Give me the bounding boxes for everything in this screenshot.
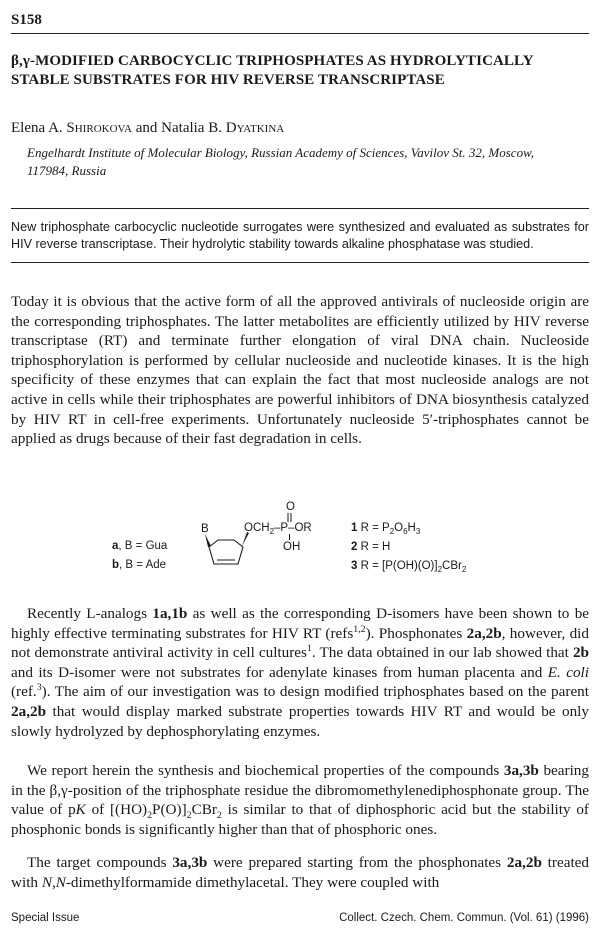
paragraph-2: Recently L-analogs 1a,1b as well as the corresponding D-isomers have been shown to be highly effective terminating substrates for HIV RT (refs$^{1,2}$). Phosphonates 2a,2b, however, did not demonstrate antiviral activity in cell cultures$^1$. The data obtained in our lab showed that 2b and its D-isomer were not substrates for adenylate kinases from human placenta and E. coli (ref.$^3$). The aim of our investigation was to design modified triphosphates based on the parent 2a,2b that would display marked substrate properties towards HIV RT and would be only slowly hydrolyzed by dephosphorylating enzymes.	[11, 605, 590, 740]
title-line-1: β,γ-MODIFIED CARBOCYCLIC TRIPHOSPHATES AS HYDROLYTICALLY	[11, 53, 534, 69]
atom-b: B	[201, 523, 209, 535]
group-oh: OH	[283, 541, 301, 553]
footer-right: Collect. Czech. Chem. Commun. (Vol. 61) (1996)	[339, 912, 589, 924]
group-och2-p-or: $OCH_2-P-OR$	[244, 522, 312, 536]
abstract: New triphosphate carbocyclic nucleotide surrogates were synthesized and evaluated as substrates for HIV reverse transcriptase. Their hydrolytic stability towards alkaline phosphatase was studied.	[11, 220, 589, 251]
scheme-label-b: b, B = Ade	[112, 559, 167, 571]
wedge-bond-ch2	[242, 532, 249, 546]
title-line-2: STABLE SUBSTRATES FOR HIV REVERSE TRANSCRIPTASE	[11, 72, 445, 88]
scheme-r2: 2 R = H	[351, 541, 391, 553]
author-1-surname: Shirokova	[66, 120, 132, 136]
scheme-r3: 3 $R = [P(OH)(O)]_2CBr_2$	[351, 560, 467, 574]
article-title	[11, 52, 591, 90]
chemical-structure-scheme	[0, 498, 600, 588]
scheme-r1: 1 $R = P_2O_6H_3$	[351, 522, 421, 536]
wedge-bond-b	[205, 534, 211, 547]
abstract-top-rule	[11, 208, 589, 209]
page-id: S158	[11, 12, 42, 28]
paragraph-3: We report herein the synthesis and biochemical properties of the compounds 3a,3b bearing in the β,γ-position of the triphosphate residue the dibromomethylenediphosphonate group. The value of pK of $[(HO)_2P(O)]_2CBr_2$ is similar to that of diphosphoric acid but the stability of phosphonic bonds is significantly higher than that of phosphoric ones.	[11, 762, 589, 838]
atom-o-top: O	[286, 501, 295, 513]
top-rule	[11, 33, 589, 34]
scheme-label-a: a, B = Gua	[112, 540, 168, 552]
affiliation: Engelhardt Institute of Molecular Biology, Russian Academy of Sciences, Vavilov St. 32, Moscow, 117984, Russia	[27, 145, 535, 178]
paragraph-4: The target compounds 3a,3b were prepared starting from the phosphonates 2a,2b treated with N,N-dimethylformamide dimethylacetal. They were coupled with	[11, 854, 589, 891]
abstract-bottom-rule	[11, 262, 589, 263]
author-2-surname: Dyatkina	[225, 120, 285, 136]
paragraph-1: Today it is obvious that the active form of all the approved antivirals of nucleoside origin are the corresponding triphosphates. The latter metabolites are efficiently utilized by HIV reverse transcriptase (RT) and terminate further elongation of viral DNA chain. Nucleoside triphosphorylation is performed by cellular nucleoside and nucleotide kinases. It is the high specificity of these enzymes that can explain the fact that most nucleoside analogs are not active in cells while their triphosphates are powerful inhibitors of DNA biosynthesis catalyzed by HIV RT in cell-free experiments. Unfortunately nucleoside 5′-triphosphates cannot be applied as drugs because of their fast degradation in cells.	[11, 293, 589, 448]
footer-left: Special Issue	[11, 912, 80, 924]
authors: Elena A. Shirokova and Natalia B. Dyatkina	[11, 120, 285, 136]
